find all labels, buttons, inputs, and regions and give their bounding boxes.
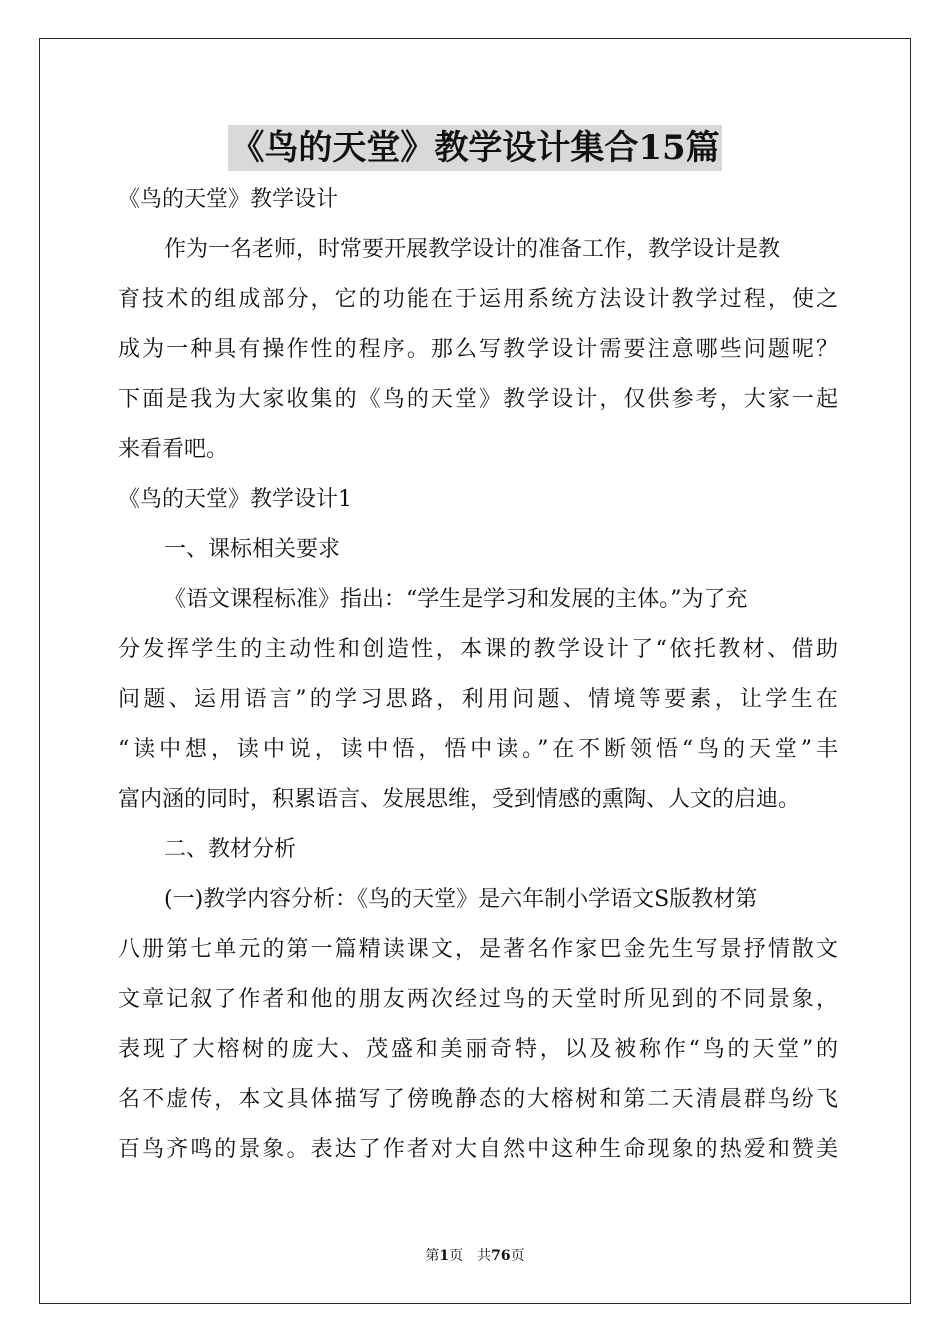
paragraph-line: 百鸟齐鸣的景象。表达了作者对大自然中这种生命现象的热爱和赞美 bbox=[118, 1137, 838, 1162]
paragraph-line: “读中想，读中说，读中悟，悟中读。”在不断领悟“鸟的天堂”丰 bbox=[118, 737, 838, 762]
paragraph-line: 文章记叙了作者和他的朋友两次经过鸟的天堂时所见到的不同景象， bbox=[118, 987, 838, 1012]
page-footer bbox=[0, 1246, 950, 1266]
paragraph-line: 来看看吧。 bbox=[118, 437, 229, 462]
paragraph-line: 育技术的组成部分，它的功能在于运用系统方法设计教学过程，使之 bbox=[118, 287, 838, 312]
paragraph-line: 作为一名老师，时常要开展教学设计的准备工作，教学设计是教 bbox=[164, 237, 781, 262]
subheading-curriculum: 一、课标相关要求 bbox=[164, 537, 341, 562]
title-container bbox=[0, 125, 950, 171]
total-label-prefix: 共 bbox=[477, 1248, 492, 1264]
subheading-material: 二、教材分析 bbox=[164, 837, 297, 862]
total-pages: 76 bbox=[491, 1248, 511, 1264]
section-heading-intro: 《鸟的天堂》教学设计 bbox=[118, 187, 339, 212]
total-label-suffix: 页 bbox=[510, 1248, 525, 1264]
paragraph-line: 成为一种具有操作性的程序。那么写教学设计需要注意哪些问题呢？ bbox=[118, 337, 838, 362]
paragraph-line: 富内涵的同时，积累语言、发展思维，受到情感的熏陶、人文的启迪。 bbox=[118, 787, 801, 812]
page-number: 1 bbox=[439, 1248, 450, 1264]
paragraph-line: 八册第七单元的第一篇精读课文，是著名作家巴金先生写景抒情散文 bbox=[118, 937, 838, 962]
paragraph-line: 分发挥学生的主动性和创造性，本课的教学设计了“依托教材、借助 bbox=[118, 637, 838, 662]
paragraph-line: 表现了大榕树的庞大、茂盛和美丽奇特，以及被称作“鸟的天堂”的 bbox=[118, 1037, 838, 1062]
document-title: 《鸟的天堂》教学设计集合15篇 bbox=[228, 125, 721, 171]
section-heading-design-1: 《鸟的天堂》教学设计1 bbox=[118, 487, 352, 512]
paragraph-line: (一)教学内容分析：《鸟的天堂》是六年制小学语文S版教材第 bbox=[164, 887, 758, 912]
paragraph-line: 名不虚传，本文具体描写了傍晚静态的大榕树和第二天清晨群鸟纷飞 bbox=[118, 1087, 838, 1112]
page-label-suffix: 页 bbox=[449, 1248, 464, 1264]
paragraph-line: 《语文课程标准》指出：“学生是学习和发展的主体。”为了充 bbox=[164, 587, 748, 612]
paragraph-line: 下面是我为大家收集的《鸟的天堂》教学设计，仅供参考，大家一起 bbox=[118, 387, 838, 412]
page-label-prefix: 第 bbox=[425, 1248, 440, 1264]
paragraph-line: 问题、运用语言”的学习思路，利用问题、情境等要素，让学生在 bbox=[118, 687, 838, 712]
